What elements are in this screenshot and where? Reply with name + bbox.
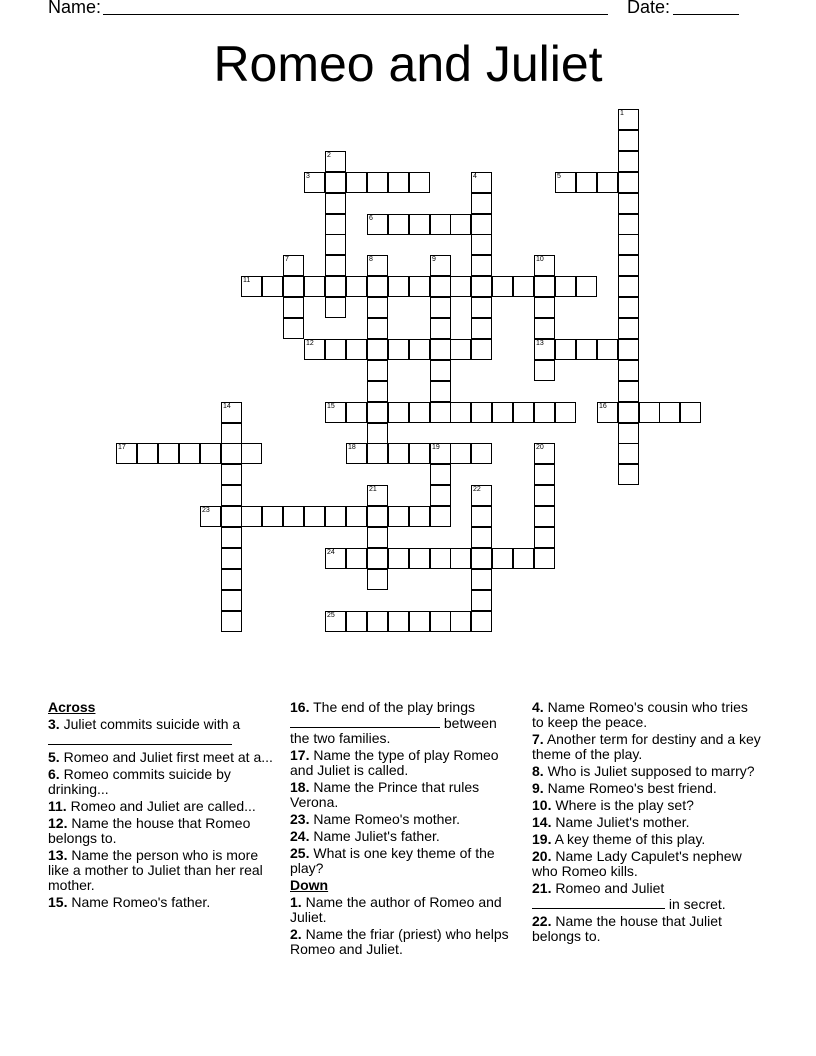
grid-cell[interactable]: [409, 339, 430, 360]
clue-number: 23: [202, 507, 210, 514]
clue-text: in secret.: [668, 896, 726, 912]
date-label: Date:: [627, 0, 671, 17]
grid-cell[interactable]: [200, 506, 221, 527]
clue-number: 1: [620, 110, 624, 117]
grid-cell[interactable]: [618, 130, 639, 151]
clue-text: between the two families.: [290, 715, 497, 746]
grid-cell[interactable]: [241, 443, 262, 464]
grid-cell[interactable]: [555, 339, 576, 360]
grid-cell[interactable]: [262, 506, 283, 527]
clue-text: Romeo commits suicide by drinking...: [48, 766, 231, 797]
grid-cell[interactable]: [513, 548, 534, 569]
grid-cell[interactable]: [325, 297, 346, 318]
grid-cell[interactable]: [430, 318, 451, 339]
grid-cell[interactable]: [262, 276, 283, 297]
down-heading: Down: [290, 877, 329, 893]
across-heading: Across: [48, 699, 96, 715]
clues-column-1: [48, 700, 278, 912]
grid-cell[interactable]: [346, 443, 367, 464]
grid-cell[interactable]: [450, 339, 471, 360]
grid-cell[interactable]: [534, 548, 555, 569]
grid-cell[interactable]: [430, 255, 451, 276]
grid-cell[interactable]: [618, 151, 639, 172]
clue-number: 23.: [290, 811, 310, 827]
grid-cell[interactable]: [409, 214, 430, 235]
grid-cell[interactable]: [597, 172, 618, 193]
grid-cell[interactable]: [471, 402, 492, 423]
grid-cell[interactable]: [513, 402, 534, 423]
grid-cell[interactable]: [576, 276, 597, 297]
grid-cell[interactable]: [388, 611, 409, 632]
grid-cell[interactable]: [534, 318, 555, 339]
clue-number: 3.: [48, 716, 60, 732]
clue-number: 16.: [290, 699, 310, 715]
grid-cell[interactable]: [388, 172, 409, 193]
grid-cell[interactable]: [597, 402, 618, 423]
grid-cell[interactable]: [221, 611, 242, 632]
grid-cell[interactable]: [325, 276, 346, 297]
grid-cell[interactable]: [241, 276, 262, 297]
grid-cell[interactable]: [430, 339, 451, 360]
grid-cell[interactable]: [534, 297, 555, 318]
clue-text: Where is the play set?: [555, 797, 694, 813]
clue-number: 12: [306, 340, 314, 347]
clue: [532, 849, 762, 879]
grid-cell[interactable]: [388, 443, 409, 464]
grid-cell[interactable]: [618, 464, 639, 485]
grid-cell[interactable]: [471, 214, 492, 235]
clue: [48, 767, 278, 797]
clue-number: 16: [599, 403, 607, 410]
grid-cell[interactable]: [221, 506, 242, 527]
clue-number: 10: [536, 256, 544, 263]
grid-cell[interactable]: [367, 506, 388, 527]
clue-text: Who is Juliet supposed to marry?: [547, 763, 755, 779]
grid-cell[interactable]: [409, 611, 430, 632]
grid-cell[interactable]: [325, 548, 346, 569]
grid-cell[interactable]: [346, 402, 367, 423]
clue-number: 24: [327, 549, 335, 556]
grid-cell[interactable]: [388, 402, 409, 423]
grid-cell[interactable]: [409, 172, 430, 193]
grid-cell[interactable]: [304, 276, 325, 297]
grid-cell[interactable]: [430, 464, 451, 485]
grid-cell[interactable]: [430, 297, 451, 318]
grid-cell[interactable]: [618, 381, 639, 402]
grid-cell[interactable]: [304, 339, 325, 360]
grid-cell[interactable]: [325, 611, 346, 632]
grid-cell[interactable]: [283, 255, 304, 276]
clue-number: 18: [348, 444, 356, 451]
grid-cell[interactable]: [283, 297, 304, 318]
grid-cell[interactable]: [388, 506, 409, 527]
grid-cell[interactable]: [534, 527, 555, 548]
clue-number: 17.: [290, 747, 310, 763]
grid-cell[interactable]: [618, 360, 639, 381]
grid-cell[interactable]: [471, 548, 492, 569]
clue-text: Name the friar (priest) who helps Romeo and Juliet.: [290, 926, 509, 957]
grid-cell[interactable]: [221, 527, 242, 548]
grid-cell[interactable]: [430, 485, 451, 506]
clue: [48, 816, 278, 846]
clue: [290, 812, 520, 827]
clue: [532, 815, 762, 830]
clue-number: 10.: [532, 797, 552, 813]
clue-number: 4.: [532, 699, 544, 715]
clue-text: What is one key theme of the play?: [290, 845, 495, 876]
grid-cell[interactable]: [430, 402, 451, 423]
clue: [532, 832, 762, 847]
clue-number: 17: [118, 444, 126, 451]
grid-cell[interactable]: [492, 276, 513, 297]
grid-cell[interactable]: [471, 506, 492, 527]
grid-cell[interactable]: [576, 172, 597, 193]
grid-cell[interactable]: [618, 443, 639, 464]
grid-cell[interactable]: [430, 611, 451, 632]
clue-number: 5: [557, 173, 561, 180]
clue-text: Name the person who is more like a mother to Juliet than her real mother.: [48, 847, 263, 893]
grid-cell[interactable]: [471, 527, 492, 548]
grid-cell[interactable]: [158, 443, 179, 464]
grid-cell[interactable]: [367, 443, 388, 464]
clue-number: 19.: [532, 831, 552, 847]
grid-cell[interactable]: [576, 339, 597, 360]
grid-cell[interactable]: [346, 276, 367, 297]
clue: [532, 732, 762, 762]
grid-cell[interactable]: [367, 297, 388, 318]
clue-number: 11.: [48, 798, 67, 814]
clue-number: 4: [473, 173, 477, 180]
grid-cell[interactable]: [409, 506, 430, 527]
grid-cell[interactable]: [200, 443, 221, 464]
clue: [532, 764, 762, 779]
grid-cell[interactable]: [555, 402, 576, 423]
grid-cell[interactable]: [618, 109, 639, 130]
grid-cell[interactable]: [471, 297, 492, 318]
grid-cell[interactable]: [471, 193, 492, 214]
grid-cell[interactable]: [325, 193, 346, 214]
grid-cell[interactable]: [116, 443, 137, 464]
grid-cell[interactable]: [325, 506, 346, 527]
grid-cell[interactable]: [346, 339, 367, 360]
grid-cell[interactable]: [471, 172, 492, 193]
grid-cell[interactable]: [367, 172, 388, 193]
grid-cell[interactable]: [325, 151, 346, 172]
grid-cell[interactable]: [221, 464, 242, 485]
grid-cell[interactable]: [618, 193, 639, 214]
grid-cell[interactable]: [367, 402, 388, 423]
clue-number: 2: [327, 152, 331, 159]
grid-cell[interactable]: [471, 276, 492, 297]
clue: [48, 717, 278, 748]
clue: [532, 881, 762, 912]
grid-cell[interactable]: [179, 443, 200, 464]
grid-cell[interactable]: [367, 423, 388, 444]
grid-cell[interactable]: [367, 360, 388, 381]
clue-number: 3: [306, 173, 310, 180]
across-clue-list: [48, 717, 278, 910]
grid-cell[interactable]: [346, 611, 367, 632]
clue-text: The end of the play brings: [313, 699, 475, 715]
clue-number: 14.: [532, 814, 552, 830]
clue-number: 12.: [48, 815, 68, 831]
clue-number: 7: [285, 256, 289, 263]
clue-text: Romeo and Juliet: [555, 880, 665, 896]
grid-cell[interactable]: [659, 402, 680, 423]
clue-text: Name the house that Juliet belongs to.: [532, 913, 722, 944]
grid-cell[interactable]: [304, 172, 325, 193]
clue-text: Name the house that Romeo belongs to.: [48, 815, 251, 846]
clue-number: 15: [327, 403, 335, 410]
grid-cell[interactable]: [618, 318, 639, 339]
clue: [48, 750, 278, 765]
grid-cell[interactable]: [471, 611, 492, 632]
grid-cell[interactable]: [534, 464, 555, 485]
grid-cell[interactable]: [430, 381, 451, 402]
clue-text: Name the type of play Romeo and Juliet is called.: [290, 747, 499, 778]
grid-cell[interactable]: [367, 339, 388, 360]
grid-cell[interactable]: [325, 172, 346, 193]
clue-text: Name the author of Romeo and Juliet.: [290, 894, 502, 925]
grid-cell[interactable]: [221, 569, 242, 590]
clue-number: 21.: [532, 880, 552, 896]
clue-text: Name Romeo's father.: [71, 894, 211, 910]
grid-cell[interactable]: [367, 527, 388, 548]
grid-cell[interactable]: [221, 443, 242, 464]
clue-number: 7.: [532, 731, 544, 747]
answer-blank: [48, 732, 232, 745]
grid-cell[interactable]: [534, 402, 555, 423]
clue: [48, 799, 278, 814]
clue: [290, 927, 520, 957]
grid-cell[interactable]: [450, 276, 471, 297]
grid-cell[interactable]: [450, 443, 471, 464]
grid-cell[interactable]: [430, 214, 451, 235]
grid-cell[interactable]: [304, 506, 325, 527]
clue: [532, 700, 762, 730]
page-title: Romeo and Juliet: [213, 36, 603, 92]
grid-cell[interactable]: [346, 506, 367, 527]
grid-cell[interactable]: [534, 443, 555, 464]
grid-cell[interactable]: [618, 172, 639, 193]
clue-text: Name Juliet's father.: [313, 828, 440, 844]
clue-number: 6: [369, 215, 373, 222]
grid-cell[interactable]: [555, 276, 576, 297]
grid-cell[interactable]: [534, 506, 555, 527]
grid-cell[interactable]: [367, 276, 388, 297]
grid-cell[interactable]: [325, 255, 346, 276]
grid-cell[interactable]: [325, 339, 346, 360]
clue-number: 22: [473, 486, 481, 493]
grid-cell[interactable]: [430, 360, 451, 381]
grid-cell[interactable]: [471, 485, 492, 506]
grid-cell[interactable]: [325, 214, 346, 235]
clue: [48, 848, 278, 893]
clue: [290, 748, 520, 778]
clue-number: 14: [223, 403, 231, 410]
grid-cell[interactable]: [680, 402, 701, 423]
grid-cell[interactable]: [283, 276, 304, 297]
grid-cell[interactable]: [513, 276, 534, 297]
grid-cell[interactable]: [241, 506, 262, 527]
clue-number: 22.: [532, 913, 552, 929]
clue-text: Name Romeo's best friend.: [547, 780, 717, 796]
clue-number: 13: [536, 340, 544, 347]
grid-cell[interactable]: [367, 381, 388, 402]
grid-cell[interactable]: [346, 548, 367, 569]
grid-cell[interactable]: [618, 276, 639, 297]
grid-cell[interactable]: [409, 276, 430, 297]
clue-text: A key theme of this play.: [554, 831, 706, 847]
grid-cell[interactable]: [325, 402, 346, 423]
grid-cell[interactable]: [618, 339, 639, 360]
grid-cell[interactable]: [367, 214, 388, 235]
grid-cell[interactable]: [388, 214, 409, 235]
grid-cell[interactable]: [221, 402, 242, 423]
clue-text: Name Juliet's mother.: [555, 814, 690, 830]
grid-cell[interactable]: [618, 255, 639, 276]
grid-cell[interactable]: [471, 255, 492, 276]
clue: [290, 895, 520, 925]
clue-number: 1.: [290, 894, 302, 910]
grid-cell[interactable]: [639, 402, 660, 423]
clue-text: Name Lady Capulet's nephew who Romeo kills.: [532, 848, 742, 879]
clue-number: 19: [432, 444, 440, 451]
grid-cell[interactable]: [618, 297, 639, 318]
clue-text: Name Romeo's mother.: [313, 811, 460, 827]
grid-cell[interactable]: [367, 569, 388, 590]
grid-cell[interactable]: [534, 255, 555, 276]
clue-number: 20: [536, 444, 544, 451]
clue-number: 8.: [532, 763, 544, 779]
grid-cell[interactable]: [367, 611, 388, 632]
grid-cell[interactable]: [221, 423, 242, 444]
clue-number: 15.: [48, 894, 68, 910]
clues-column-2: [290, 700, 520, 959]
clue: [532, 914, 762, 944]
clue: [532, 798, 762, 813]
grid-cell[interactable]: [409, 548, 430, 569]
grid-cell[interactable]: [471, 318, 492, 339]
grid-cell[interactable]: [367, 318, 388, 339]
grid-cell[interactable]: [221, 590, 242, 611]
grid-cell[interactable]: [471, 569, 492, 590]
grid-cell[interactable]: [471, 234, 492, 255]
grid-cell[interactable]: [492, 548, 513, 569]
grid-cell[interactable]: [471, 590, 492, 611]
clue-number: 13.: [48, 847, 68, 863]
grid-cell[interactable]: [450, 402, 471, 423]
grid-cell[interactable]: [555, 172, 576, 193]
clue-number: 9.: [532, 780, 544, 796]
grid-cell[interactable]: [367, 255, 388, 276]
clue-number: 25: [327, 612, 335, 619]
grid-cell[interactable]: [450, 214, 471, 235]
clue-number: 6.: [48, 766, 60, 782]
grid-cell[interactable]: [388, 548, 409, 569]
grid-cell[interactable]: [325, 234, 346, 255]
grid-cell[interactable]: [137, 443, 158, 464]
grid-cell[interactable]: [492, 402, 513, 423]
clue-number: 8: [369, 256, 373, 263]
clue-text: Another term for destiny and a key theme of the play.: [532, 731, 761, 762]
grid-cell[interactable]: [388, 276, 409, 297]
clue-text: Juliet commits suicide with a: [63, 716, 241, 732]
clue-number: 24.: [290, 828, 310, 844]
grid-cell[interactable]: [597, 339, 618, 360]
grid-cell[interactable]: [450, 548, 471, 569]
clue: [48, 895, 278, 910]
grid-cell[interactable]: [409, 443, 430, 464]
grid-cell[interactable]: [283, 506, 304, 527]
grid-cell[interactable]: [450, 611, 471, 632]
clues-column-3: [532, 700, 762, 946]
grid-cell[interactable]: [618, 214, 639, 235]
clue-text: Name the Prince that rules Verona.: [290, 779, 480, 810]
clue-number: 9: [432, 256, 436, 263]
name-label: Name:: [48, 0, 102, 17]
clue-number: 11: [243, 277, 251, 284]
grid-cell[interactable]: [409, 402, 430, 423]
clue: [290, 846, 520, 876]
grid-cell[interactable]: [618, 402, 639, 423]
clue: [290, 780, 520, 810]
grid-cell[interactable]: [430, 276, 451, 297]
down-clue-list: [290, 895, 520, 957]
grid-cell[interactable]: [430, 443, 451, 464]
grid-cell[interactable]: [534, 360, 555, 381]
grid-cell[interactable]: [430, 506, 451, 527]
grid-cell[interactable]: [618, 234, 639, 255]
answer-blank: [532, 896, 665, 909]
clue: [290, 829, 520, 844]
grid-cell[interactable]: [534, 485, 555, 506]
clue-number: 21: [369, 486, 377, 493]
grid-cell[interactable]: [346, 172, 367, 193]
grid-cell[interactable]: [367, 485, 388, 506]
down-clue-list-continued: [532, 700, 762, 944]
answer-blank: [290, 715, 440, 728]
grid-cell[interactable]: [221, 548, 242, 569]
clue-text: Romeo and Juliet first meet at a...: [63, 749, 273, 765]
clue-number: 18.: [290, 779, 310, 795]
clue-number: 20.: [532, 848, 552, 864]
grid-cell[interactable]: [430, 548, 451, 569]
grid-cell[interactable]: [471, 339, 492, 360]
across-clue-list-continued: [290, 700, 520, 876]
grid-cell[interactable]: [534, 276, 555, 297]
clue-number: 2.: [290, 926, 302, 942]
clue-text: Name Romeo's cousin who tries to keep the peace.: [532, 699, 748, 730]
grid-cell[interactable]: [471, 443, 492, 464]
grid-cell[interactable]: [367, 548, 388, 569]
clue: [290, 700, 520, 746]
clue-number: 5.: [48, 749, 60, 765]
grid-cell[interactable]: [388, 339, 409, 360]
clue-number: 25.: [290, 845, 310, 861]
grid-cell[interactable]: [618, 423, 639, 444]
grid-cell[interactable]: [283, 318, 304, 339]
clue-text: Romeo and Juliet are called...: [70, 798, 256, 814]
clue: [532, 781, 762, 796]
grid-cell[interactable]: [221, 485, 242, 506]
grid-cell[interactable]: [534, 339, 555, 360]
